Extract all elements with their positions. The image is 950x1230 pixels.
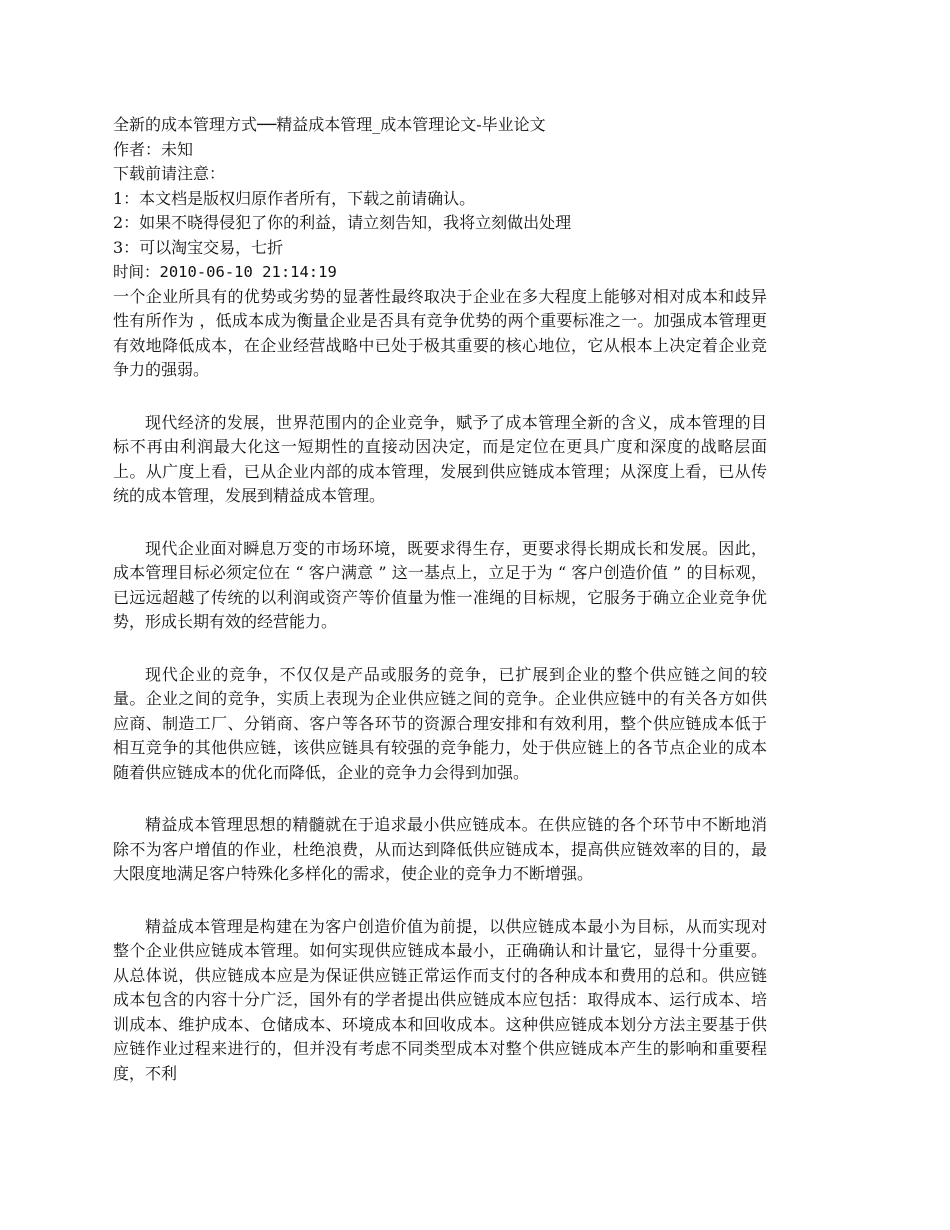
body-paragraph: 现代企业面对瞬息万变的市场环境，既要求得生存，更要求得长期成长和发展。因此，成本管理目标必须定位在 “ 客户满意 ” 这一基点上，立足于为 “ 客户创造价值 ” 的目标观，已远远超越了传统的以利润或资产等价值量为惟一准绳的目标规，它服务于确立企业竞争优势，形成长期有效的经营能力。 (113, 538, 767, 631)
body-paragraph: 现代经济的发展，世界范围内的企业竞争，赋予了成本管理全新的含义，成本管理的目标不再由利润最大化这一短期性的直接动因决定，而是定位在更具广度和深度的战略层面上。从广度上看，已从企业内部的成本管理，发展到供应链成本管理；从深度上看，已从传统的成本管理，发展到精益成本管理。 (113, 412, 767, 505)
notice-item-2: 2：如果不晓得侵犯了你的利益，请立刻告知，我将立刻做出处理 (113, 213, 572, 232)
document-page (113, 113, 767, 1086)
document-title: 全新的成本管理方式──精益成本管理_成本管理论文-毕业论文 (113, 115, 546, 134)
body-paragraph: 一个企业所具有的优势或劣势的显著性最终取决于企业在多大程度上能够对相对成本和歧异性有所作为 ，低成本成为衡量企业是否具有竞争优势的两个重要标准之一。加强成本管理更有效地降低成本，在企业经营战略中已处于极其重要的核心地位，它从根本上决定着企业竞争力的强弱。 (113, 286, 767, 379)
body-paragraph: 精益成本管理思想的精髓就在于追求最小供应链成本。在供应链的各个环节中不断地消除不为客户增值的作业，杜绝浪费，从而达到降低供应链成本，提高供应链效率的目的，最大限度地满足客户特殊化多样化的需求，使企业的竞争力不断增强。 (113, 815, 767, 883)
publish-time: 时间：2010-06-10 21:14:19 (113, 263, 337, 281)
body-paragraph: 现代企业的竞争，不仅仅是产品或服务的竞争，已扩展到企业的整个供应链之间的较量。企业之间的竞争，实质上表现为企业供应链之间的竞争。企业供应链中的有关各方如供应商、制造工厂、分销商、客户等各环节的资源合理安排和有效利用，整个供应链成本低于相互竞争的其他供应链，该供应链具有较强的竞争能力，处于供应链上的各节点企业的成本随着供应链成本的优化而降低，企业的竞争力会得到加强。 (113, 664, 767, 782)
notice-item-1: 1：本文档是版权归原作者所有，下载之前请确认。 (113, 188, 476, 208)
notice-heading: 下载前请注意： (113, 164, 226, 183)
document-author: 作者：未知 (113, 139, 194, 159)
notice-item-3: 3：可以淘宝交易，七折 (113, 237, 284, 257)
body-paragraph: 精益成本管理是构建在为客户创造价值为前提，以供应链成本最小为目标，从而实现对整个企业供应链成本管理。如何实现供应链成本最小，正确确认和计量它，显得十分重要。从总体说，供应链成本应是为保证供应链正常运作而支付的各种成本和费用的总和。供应链成本包含的内容十分广泛，国外有的学者提出供应链成本应包括：取得成本、运行成本、培训成本、维护成本、仓储成本、环境成本和回收成本。这种供应链成本划分方法主要基于供应链作业过程来进行的，但并没有考虑不同类型成本对整个供应链成本产生的影响和重要程度，不利 (113, 916, 767, 1083)
